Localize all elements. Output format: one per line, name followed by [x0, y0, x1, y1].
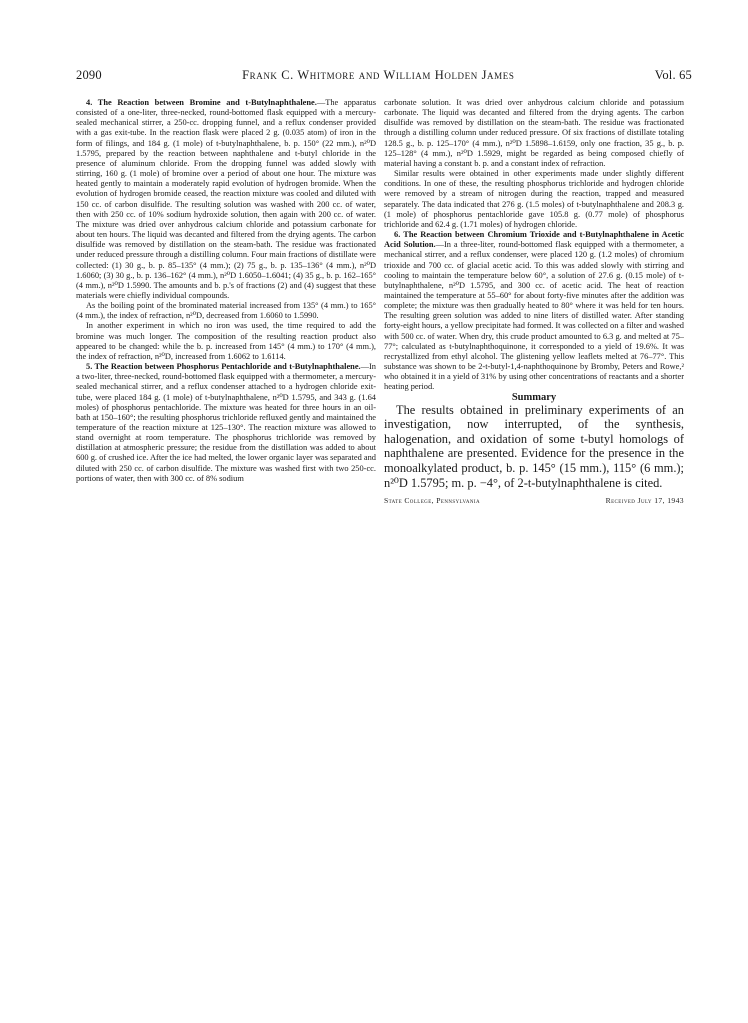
section-6-paragraph-1: [384, 230, 684, 393]
summary-text: The results obtained in preliminary experiments of an investigation, now interrupted, of the synthesis, halogenation, and oxidation of some t-butyl homologs of naphthalene are presented. Evidence for the presence in the monoalkylated product, b. p. 145° (15 mm.), 115° (6 mm.); n²⁰D 1.5795; m. p. −4°, of 2-t-butylnaphthalene is cited.: [384, 402, 684, 490]
section-4-heading: 4. The Reaction between Bromine and t-Butylnaphthalene.: [86, 98, 317, 107]
right-column: [384, 98, 684, 506]
section-6-text: —In a three-liter, round-bottomed flask equipped with a thermometer, a mechanical stirrer, and a reflux condenser, were placed 120 g. (1.2 moles) of chromium trioxide and 700 cc. of glacial acetic acid. To this was added slowly with stirring and cooling to maintain the temperature below 60°, a solution of 27.6 g. (0.15 mole) of t-butylnaphthalene, n²⁰D 1.5795, and 300 cc. of acetic acid. The heat of reaction maintained the temperature at 55–60° for about forty-five minutes after the addition was complete; the mixture was then gradually heated to 80° where it was held for ten hours. The resulting green solution was added to nine liters of distilled water. After standing forty-eight hours, a yellow precipitate had formed. It was collected on a filter and washed with 500 cc. of water. When dry, this crude product amounted to 6.3 g. and melted at 75–77°; calculated as t-butylnaphthoquinone, it corresponded to a yield of 19.6%. It was recrystallized from ethyl alcohol. The glistening yellow leaflets melted at 76–77°. This substance was shown to be 2-t-butyl-1,4-naphthoquinone by Bromby, Peters and Rowe,² who obtained it in a yield of 31% by using other concentrations of reactants and a shorter heating period.: [384, 240, 684, 392]
section-4-text: —The apparatus consisted of a one-liter, three-necked, round-bottomed flask equipped with a mercury-sealed mechanical stirrer, a 250-cc. dropping funnel, and a reflux condenser provided with a gas exit-tube. In the reaction flask were placed 2 g. (0.035 atom) of iron in the form of filings, and 184 g. (1 mole) of t-butylnaphthalene, b. p. 150° (22 mm.), n²⁰D 1.5795, prepared by the reaction between naphthalene and t-butyl chloride in the presence of aluminum chloride. From the dropping funnel was added slowly with stirring, 160 g. (1 mole) of bromine over a period of about one hour. The mixture was heated gently to maintain a moderately rapid evolution of hydrogen bromide. When the evolution of hydrogen bromide ceased, the reaction mixture was cooled and diluted with 150 cc. of carbon disulfide. The resulting solution was washed with 200 cc. of water, then with 250 cc. of 10% sodium hydroxide solution, then again with 200 cc. of water. The mixture was dried over anhydrous calcium chloride and potassium carbonate for about ten hours. The liquid was decanted and filtered from the drying agents. The carbon disulfide was removed by distillation on the steam-bath. The residue was fractionated under reduced pressure through a distilling column. Four main fractions of distillate were collected: (1) 30 g., b. p. 85–135° (4 mm.); (2) 75 g., b. p. 135–136° (4 mm.), n²⁰D 1.6060; (3) 30 g., b. p. 136–162° (4 mm.), n²⁰D 1.6050–1.6041; (4) 35 g., b. p. 162–165° (4 mm.), n²⁰D 1.5990. The amounts and b. p.'s of fractions (2) and (4) suggest that these materials were chiefly individual compounds.: [76, 98, 376, 300]
received-date: Received July 17, 1943: [605, 496, 684, 506]
section-5-paragraph-1: [76, 362, 376, 484]
summary-heading: Summary: [511, 391, 557, 403]
section-4-paragraph-3: In another experiment in which no iron was used, the time required to add the bromine was much longer. The composition of the resulting reaction product also appeared to be changed: while the b. p. increased from 145° (4 mm.) to 170° (4 mm.), the index of refraction, n²⁰D, increased from 1.6062 to 1.6114.: [76, 321, 376, 361]
section-5-text: —In a two-liter, three-necked, round-bottomed flask equipped with a thermometer, a mercury-sealed mechanical stirrer, and a reflux condenser attached to a hydrogen chloride exit-tube, were placed 184 g. (1 mole) of t-butylnaphthalene, n²⁰D 1.5795, and 343 g. (1.64 moles) of phosphorus pentachloride. The mixture was heated for three hours in an oil-bath at 150–160°; the resulting phosphorus trichloride refluxed gently and maintained the temperature of the reaction mixture at 125–130°. The reaction mixture was allowed to stand overnight at room temperature. The phosphorus trichloride was removed by distillation at atmospheric pressure; the residue from the distillation was added to about 600 g. of crushed ice. After the ice had melted, the lower organic layer was separated and diluted with 250 cc. of carbon disulfide. The mixture was washed first with two 250-cc. portions of water, then with 300 cc. of 8% sodium: [76, 362, 376, 483]
section-6-heading: 6. The Reaction between Chromium Trioxide and t-Butylnaphthalene in Acetic Acid Solution.: [384, 230, 684, 250]
running-head-authors: Frank C. Whitmore and William Holden James: [242, 68, 515, 82]
section-4-paragraph-2: As the boiling point of the brominated material increased from 135° (4 mm.) to 165° (4 mm.), the index of refraction, n²⁰D, decreased from 1.6060 to 1.5990.: [76, 301, 376, 321]
article-footer: [384, 496, 684, 506]
volume-label: Vol. 65: [654, 68, 692, 82]
page-header: [76, 68, 692, 83]
institution-location: State College, Pennsylvania: [384, 496, 480, 506]
section-5-paragraph-2: Similar results were obtained in other experiments made under slightly different conditions. In one of these, the resulting phosphorus trichloride and hydrogen chloride were removed by a stream of nitrogen during the reaction, trapped and measured separately. The data indicated that 276 g. (1.5 moles) of t-butylnaphthalene and 208.3 g. (1 mole) of phosphorus pentachloride gave 105.8 g. (0.77 mole) of phosphorus trichloride and 62.4 g. (1.71 moles) of hydrogen chloride.: [384, 169, 684, 229]
page-number: 2090: [76, 68, 102, 82]
section-4-paragraph-1: [76, 98, 376, 301]
section-5-continuation: carbonate solution. It was dried over anhydrous calcium chloride and potassium carbonate. The liquid was decanted and filtered from the drying agents. The carbon disulfide was removed by distillation on the steam-bath. The residue was fractionated through a distilling column under reduced pressure. Of six fractions of distillate totaling 128.5 g., b. p. 125–170° (4 mm.), n²⁰D 1.5898–1.6159, only one fraction, 35 g., b. p. 125–128° (4 mm.), n²⁰D 1.5929, might be regarded as being composed chiefly of material having a constant b. p. and a constant index of refraction.: [384, 98, 684, 168]
left-column: [76, 98, 376, 484]
section-5-heading: 5. The Reaction between Phosphorus Pentachloride and t-Butylnaphthalene.: [86, 362, 361, 372]
